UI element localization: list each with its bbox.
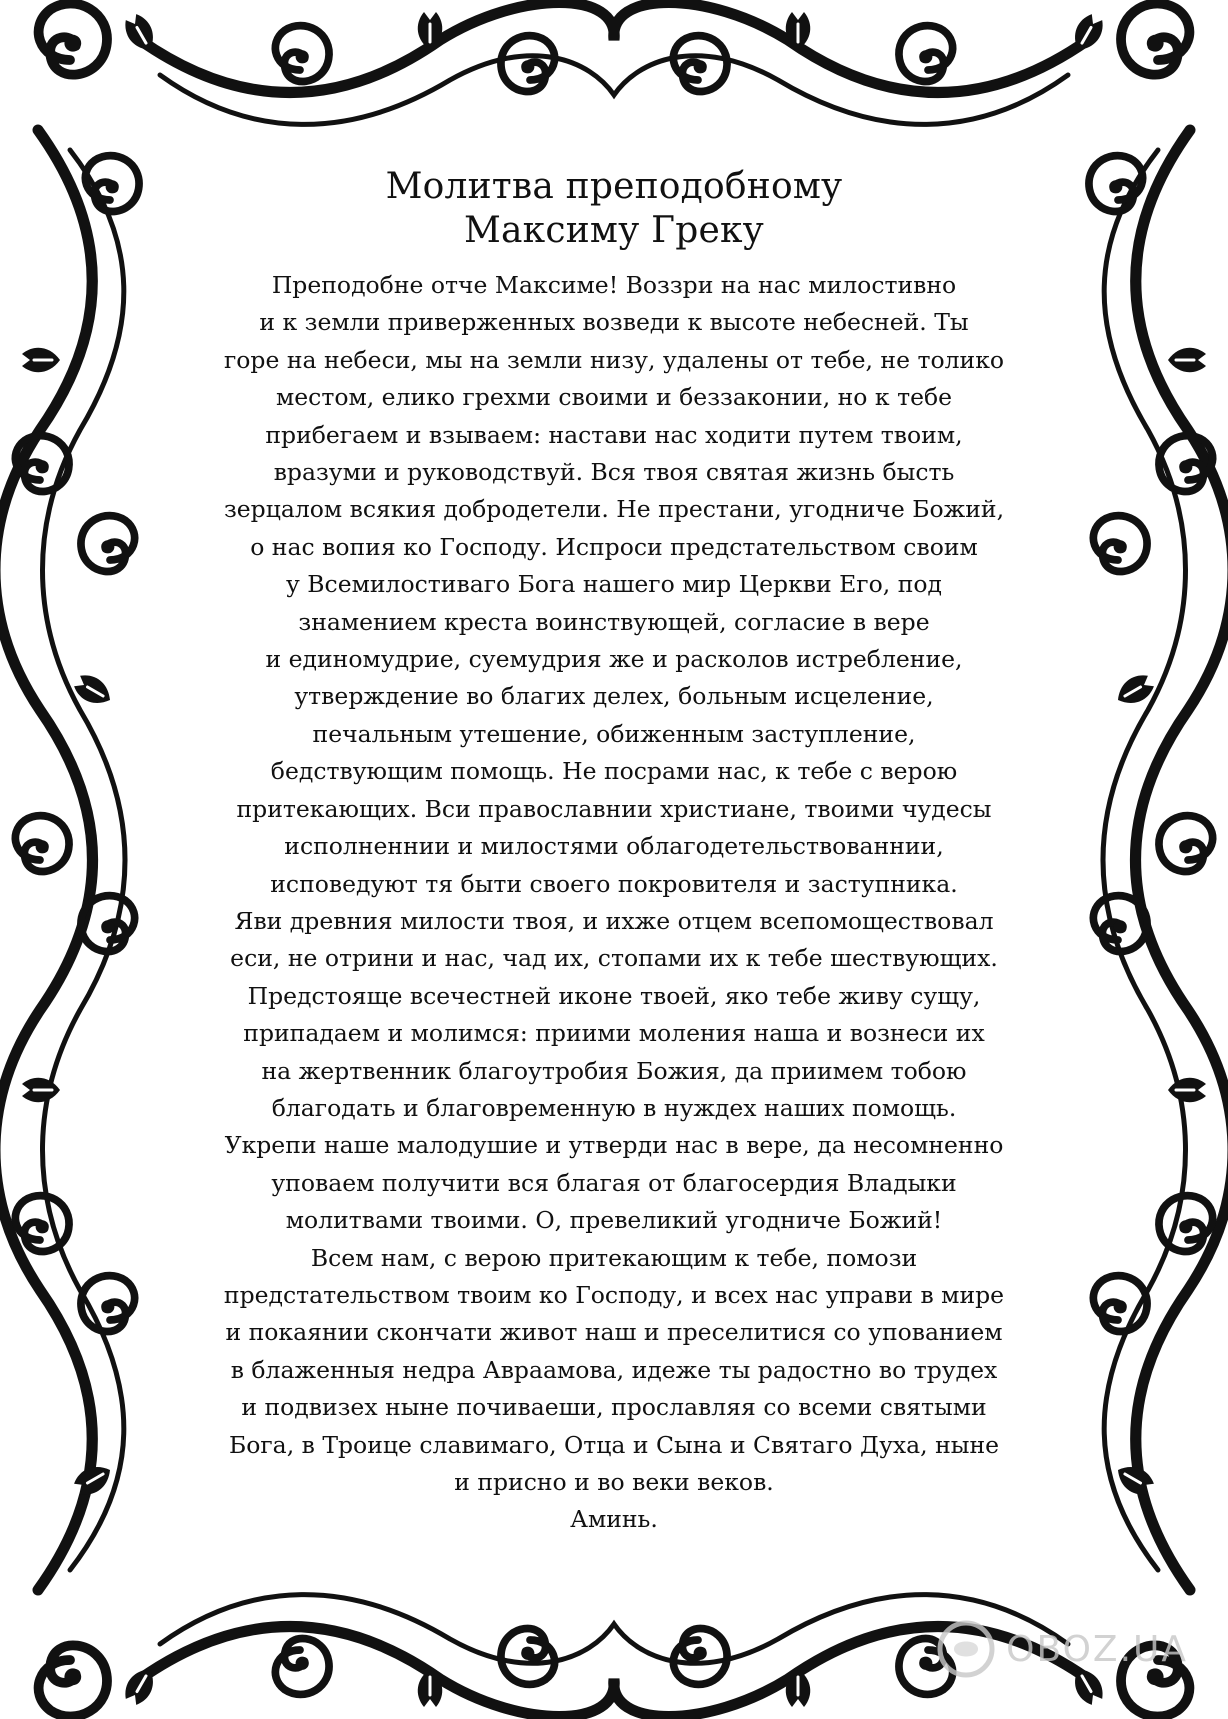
prayer-line: исполненнии и милостями облагодетельствованнии, [284,832,944,861]
prayer-line: у Всемилостиваго Бога нашего мир Церкви Его, под [285,570,942,599]
title-line: Молитва преподобному [385,166,843,207]
prayer-line: Преподобне отче Максиме! Воззри на нас милостивно [271,271,957,299]
prayer-line: на жертвенник благоутробия Божия, да приимем тобою [261,1056,967,1085]
prayer-line: местом, елико грехми своими и беззаконии, но к тебе [275,383,953,412]
prayer-line: знамением креста воинствующей, согласие в вере [298,607,930,636]
prayer-line: Бога, в Троице славимаго, Отца и Сына и Святаго Духа, ныне [228,1430,1000,1459]
prayer-line: Предстояще всечестней иконе твоей, яко тебе живу сущу, [247,981,981,1010]
prayer-line: исповедуют тя быти своего покровителя и заступника. [270,869,958,898]
prayer-line: Всем нам, с верою притекающим к тебе, помози [310,1243,918,1272]
prayer-line: горе на небеси, мы на земли низу, удалены от тебе, не толико [223,345,1005,374]
prayer-line: утверждение во благих делех, больным исцеление, [294,682,934,711]
prayer-line: вразуми и руководствуй. Вся твоя святая жизнь бысть [273,458,955,487]
prayer-line: и к земли приверженных возведи к высоте небесней. Ты [259,308,969,337]
prayer-line: благодать и благовременную в нуждех наших помощь. [271,1093,957,1122]
prayer-line: бедствующим помощь. Не посрами нас, к тебе с верою [270,757,958,786]
prayer-line: и подвизех ныне почиваеши, прославляя со всеми святыми [241,1393,987,1422]
prayer-content [190,165,1038,1539]
prayer-line: и единомудрие, суемудрия же и расколов истребление, [265,645,963,674]
prayer-text [190,267,1038,1539]
prayer-line: Яви древния милости твоя, и ихже отцем всепомоществовал [234,906,994,935]
prayer-line: припадаем и молимся: приими моления наша и вознеси их [243,1019,985,1048]
page-title [190,165,1038,253]
prayer-line: печальным утешение, обиженным заступление, [312,719,916,748]
prayer-line: еси, не отрини и нас, чад их, стопами их к тебе шествующих. [230,944,998,973]
prayer-line: и присно и во веки веков. [454,1468,774,1496]
prayer-line: Аминь. [570,1505,658,1534]
oboz-logo-icon [936,1619,996,1679]
title-line: Максиму Греку [463,210,765,251]
prayer-line: в блаженныя недра Авраамова, идеже ты радостно во трудех [230,1355,998,1384]
watermark [936,1619,1188,1679]
prayer-line: зерцалом всякия добродетели. Не престани, угодниче Божий, [223,495,1005,524]
prayer-line: уповаем получити вся благая от благосердия Владыки [271,1168,957,1197]
prayer-line: о нас вопия ко Господу. Испроси предстательством своим [250,532,978,561]
prayer-line: и покаянии скончати живот наш и преселитися со упованием [225,1318,1003,1347]
watermark-text: OBOZ.UA [1006,1628,1188,1670]
prayer-line: Укрепи наше малодушие и утверди нас в вере, да несомненно [224,1131,1004,1160]
prayer-line: молитвами твоими. О, превеликий угодниче Божий! [285,1206,943,1235]
prayer-line: притекающих. Вси православнии христиане, твоими чудесы [236,794,992,823]
prayer-line: предстательством твоим ко Господу, и всех нас управи в мире [223,1280,1005,1309]
prayer-line: прибегаем и взываем: настави нас ходити путем твоим, [265,420,963,449]
